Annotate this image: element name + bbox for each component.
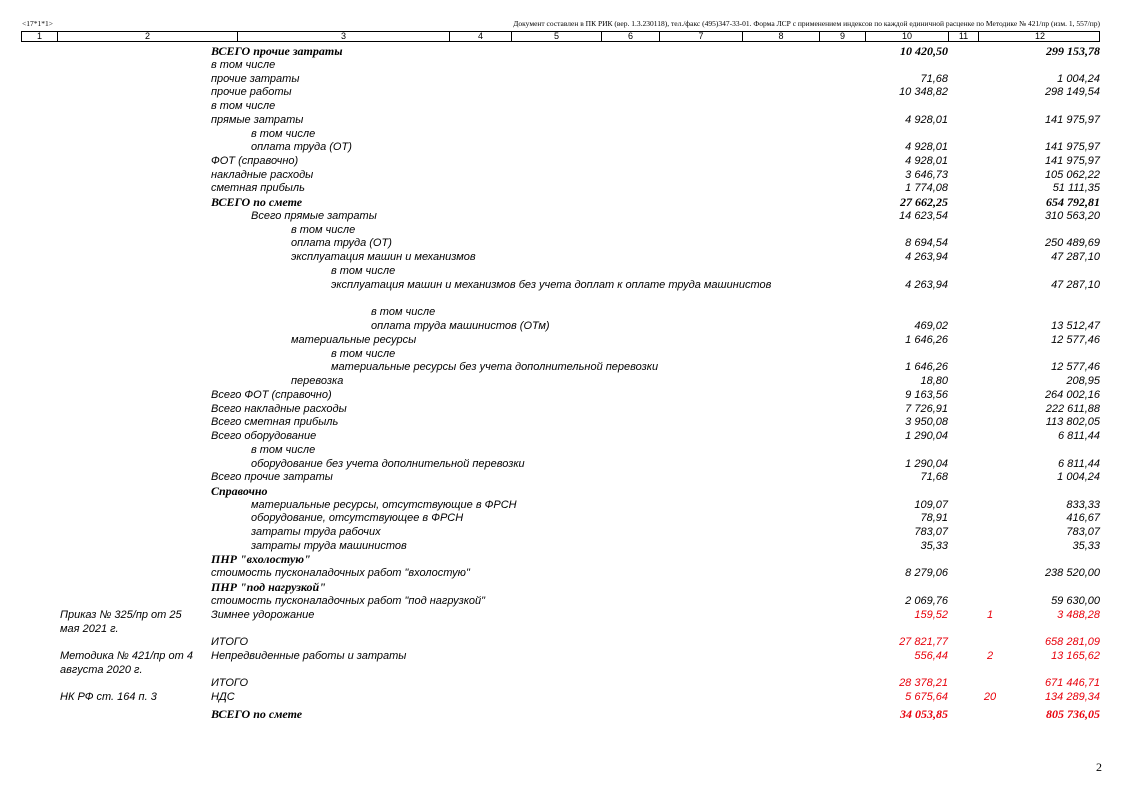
base-price-cell: 1 646,26 xyxy=(905,334,948,346)
description-cell: в том числе xyxy=(251,128,316,140)
table-row xyxy=(0,235,1122,249)
current-price-cell: 3 488,28 xyxy=(1057,609,1100,621)
table-row xyxy=(0,456,1122,470)
description-cell: Всего накладные расходы xyxy=(211,403,347,415)
table-row xyxy=(0,180,1122,194)
current-price-cell: 12 577,46 xyxy=(1051,334,1100,346)
description-cell: в том числе xyxy=(371,306,436,318)
current-price-cell: 6 811,44 xyxy=(1057,458,1100,470)
description-cell: перевозка xyxy=(291,375,344,387)
description-cell: Непредвиденные работы и затраты xyxy=(211,650,407,662)
table-row xyxy=(0,538,1122,552)
base-price-cell: 9 163,56 xyxy=(905,389,948,401)
base-price-cell: 5 675,64 xyxy=(905,691,948,703)
table-row xyxy=(0,524,1122,538)
column-number-2: 2 xyxy=(58,32,238,41)
description-cell: оплата труда (ОТ) xyxy=(251,141,352,153)
base-price-cell: 34 053,85 xyxy=(900,707,948,721)
base-price-cell: 35,33 xyxy=(920,540,948,552)
rate-cell: 2 xyxy=(986,650,994,662)
base-price-cell: 78,91 xyxy=(920,512,948,524)
base-price-cell: 4 263,94 xyxy=(905,251,948,263)
base-price-cell: 27 662,25 xyxy=(900,195,948,209)
rate-cell: 1 xyxy=(986,609,994,621)
description-cell: оборудование, отсутствующее в ФРСН xyxy=(251,512,464,524)
description-cell: Всего сметная прибыль xyxy=(211,416,339,428)
page-number: 2 xyxy=(1096,760,1102,774)
description-cell: оплата труда машинистов (ОТм) xyxy=(371,320,550,332)
justification-cell: Приказ № 325/пр от 25 мая 2021 г. xyxy=(60,609,182,635)
description-cell: ПНР "вхолостую" xyxy=(211,552,311,566)
current-price-cell: 141 975,97 xyxy=(1044,155,1100,167)
description-cell: ИТОГО xyxy=(211,636,249,648)
base-price-cell: 3 646,73 xyxy=(905,169,948,181)
table-row xyxy=(0,579,1122,593)
base-price-cell: 159,52 xyxy=(914,609,948,621)
table-row xyxy=(0,565,1122,579)
base-price-cell: 18,80 xyxy=(920,375,948,387)
base-price-cell: 4 928,01 xyxy=(905,155,948,167)
description-cell: ВСЕГО по смете xyxy=(211,195,303,209)
base-price-cell: 109,07 xyxy=(914,499,948,511)
column-number-7: 7 xyxy=(660,32,743,41)
base-price-cell: 2 069,76 xyxy=(905,595,948,607)
description-cell: материальные ресурсы, отсутствующие в ФРСН xyxy=(251,499,517,511)
description-cell: прочие работы xyxy=(211,86,292,98)
description-cell: ИТОГО xyxy=(211,677,249,689)
base-price-cell: 783,07 xyxy=(914,526,948,538)
description-cell: ФОТ (справочно) xyxy=(211,155,299,167)
description-cell: ВСЕГО по смете xyxy=(211,707,303,721)
base-price-cell: 71,68 xyxy=(920,73,948,85)
current-price-cell: 113 802,05 xyxy=(1045,416,1100,428)
table-row xyxy=(0,414,1122,428)
column-number-11: 11 xyxy=(949,32,979,41)
base-price-cell: 10 420,50 xyxy=(900,44,948,58)
table-row xyxy=(0,332,1122,346)
table-row xyxy=(0,318,1122,332)
current-price-cell: 310 563,20 xyxy=(1044,210,1100,222)
table-row xyxy=(0,263,1122,277)
base-price-cell: 27 821,77 xyxy=(899,636,948,648)
base-price-cell: 4 928,01 xyxy=(905,114,948,126)
table-row xyxy=(0,689,1122,703)
table-row xyxy=(0,387,1122,401)
column-number-10: 10 xyxy=(866,32,949,41)
base-price-cell: 1 290,04 xyxy=(905,458,948,470)
table-row xyxy=(0,126,1122,140)
current-price-cell: 51 111,35 xyxy=(1052,182,1100,194)
justification-cell: Методика № 421/пр от 4 августа 2020 г. xyxy=(60,650,193,676)
description-cell: эксплуатация машин и механизмов без учета доплат к оплате труда машинистов xyxy=(331,279,772,291)
description-cell: накладные расходы xyxy=(211,169,314,181)
description-cell: в том числе xyxy=(251,444,316,456)
current-price-cell: 238 520,00 xyxy=(1044,567,1100,579)
base-price-cell: 14 623,54 xyxy=(899,210,948,222)
table-row xyxy=(0,428,1122,442)
table-row xyxy=(0,706,1122,720)
current-price-cell: 671 446,71 xyxy=(1044,677,1100,689)
base-price-cell: 4 263,94 xyxy=(905,279,948,291)
table-row xyxy=(0,208,1122,222)
description-cell: ВСЕГО прочие затраты xyxy=(211,44,343,58)
current-price-cell: 47 287,10 xyxy=(1051,251,1100,263)
column-number-12: 12 xyxy=(1034,31,1045,41)
base-price-cell: 3 950,08 xyxy=(905,416,948,428)
base-price-cell: 1 290,04 xyxy=(905,430,948,442)
current-price-cell: 658 281,09 xyxy=(1044,636,1100,648)
table-row xyxy=(0,373,1122,387)
current-price-cell: 250 489,69 xyxy=(1044,237,1100,249)
base-price-cell: 71,68 xyxy=(920,471,948,483)
current-price-cell: 298 149,54 xyxy=(1044,86,1100,98)
description-cell: Справочно xyxy=(211,484,268,498)
description-cell: в том числе xyxy=(331,348,396,360)
column-number-8: 8 xyxy=(743,32,820,41)
table-row xyxy=(0,57,1122,71)
column-number-5: 5 xyxy=(512,32,602,41)
description-cell: затраты труда машинистов xyxy=(251,540,407,552)
base-price-cell: 8 279,06 xyxy=(905,567,948,579)
current-price-cell: 141 975,97 xyxy=(1044,141,1100,153)
base-price-cell: 10 348,82 xyxy=(899,86,948,98)
current-price-cell: 1 004,24 xyxy=(1057,73,1100,85)
description-cell: ПНР "под нагрузкой" xyxy=(211,580,326,594)
table-row xyxy=(0,510,1122,524)
current-price-cell: 141 975,97 xyxy=(1044,114,1100,126)
base-price-cell: 4 928,01 xyxy=(905,141,948,153)
column-number-bar xyxy=(21,31,1100,42)
table-row xyxy=(0,359,1122,373)
table-row xyxy=(0,607,1122,635)
description-cell: в том числе xyxy=(211,59,276,71)
table-row xyxy=(0,277,1122,291)
current-price-cell: 12 577,46 xyxy=(1051,361,1100,373)
justification-cell: НК РФ ст. 164 п. 3 xyxy=(60,691,157,703)
description-cell: оплата труда (ОТ) xyxy=(291,237,392,249)
description-cell: Всего прочие затраты xyxy=(211,471,333,483)
current-price-cell: 134 289,34 xyxy=(1044,691,1100,703)
table-row xyxy=(0,401,1122,415)
table-row xyxy=(0,43,1122,57)
rate-cell: 20 xyxy=(983,691,997,703)
column-number-6: 6 xyxy=(602,32,660,41)
description-cell: сметная прибыль xyxy=(211,182,305,194)
column-number-3: 3 xyxy=(238,32,450,41)
current-price-cell: 13 512,47 xyxy=(1051,320,1100,332)
base-price-cell: 556,44 xyxy=(914,650,948,662)
description-cell: оборудование без учета дополнительной перевозки xyxy=(251,458,525,470)
table-row xyxy=(0,153,1122,167)
current-price-cell: 13 165,62 xyxy=(1051,650,1100,662)
header-form-code: <17*1*1> xyxy=(22,19,53,28)
current-price-cell: 805 736,05 xyxy=(1046,707,1100,721)
description-cell: Зимнее удорожание xyxy=(211,609,315,621)
current-price-cell: 6 811,44 xyxy=(1057,430,1100,442)
description-cell: НДС xyxy=(211,691,235,703)
table-row xyxy=(0,346,1122,360)
table-row xyxy=(0,194,1122,208)
table-row xyxy=(0,551,1122,565)
description-cell: стоимость пусконаладочных работ "вхолостую" xyxy=(211,567,470,579)
description-cell: прочие затраты xyxy=(211,73,300,85)
table-row xyxy=(0,112,1122,126)
header-document-info: Документ составлен в ПК РИК (вер. 1.3.230118), тел./факс (495)347-33-01. Форма ЛСР с применением индексов по каждой единичной расценке по Методике № 421/пр (изм. 1, 557/пр) xyxy=(513,19,1100,28)
table-row xyxy=(0,648,1122,676)
current-price-cell: 208,95 xyxy=(1066,375,1100,387)
current-price-cell: 35,33 xyxy=(1072,540,1100,552)
table-row xyxy=(0,304,1122,318)
table-row xyxy=(0,167,1122,181)
current-price-cell: 59 630,00 xyxy=(1051,595,1100,607)
description-cell: затраты труда рабочих xyxy=(251,526,381,538)
base-price-cell: 1 774,08 xyxy=(905,182,948,194)
current-price-cell: 416,67 xyxy=(1066,512,1100,524)
table-row xyxy=(0,71,1122,85)
base-price-cell: 8 694,54 xyxy=(905,237,948,249)
column-number-9: 9 xyxy=(820,32,866,41)
current-price-cell: 222 611,88 xyxy=(1045,403,1100,415)
table-row xyxy=(0,222,1122,236)
description-cell: в том числе xyxy=(291,224,356,236)
description-cell: материальные ресурсы xyxy=(291,334,417,346)
current-price-cell: 1 004,24 xyxy=(1057,471,1100,483)
current-price-cell: 105 062,22 xyxy=(1044,169,1100,181)
current-price-cell: 783,07 xyxy=(1066,526,1100,538)
description-cell: прямые затраты xyxy=(211,114,304,126)
base-price-cell: 469,02 xyxy=(914,320,948,332)
table-row xyxy=(0,139,1122,153)
current-price-cell: 299 153,78 xyxy=(1046,44,1100,58)
table-row xyxy=(0,593,1122,607)
table-row xyxy=(0,497,1122,511)
description-cell: материальные ресурсы без учета дополнительной перевозки xyxy=(331,361,659,373)
current-price-cell: 47 287,10 xyxy=(1051,279,1100,291)
base-price-cell: 7 726,91 xyxy=(905,403,948,415)
base-price-cell: 28 378,21 xyxy=(899,677,948,689)
column-number-1: 1 xyxy=(22,32,58,41)
description-cell: стоимость пусконаладочных работ "под нагрузкой" xyxy=(211,595,486,607)
description-cell: в том числе xyxy=(331,265,396,277)
table-row xyxy=(0,84,1122,98)
base-price-cell: 1 646,26 xyxy=(905,361,948,373)
description-cell: в том числе xyxy=(211,100,276,112)
column-number-4: 4 xyxy=(450,32,512,41)
table-row xyxy=(0,469,1122,483)
current-price-cell: 264 002,16 xyxy=(1044,389,1100,401)
description-cell: Всего ФОТ (справочно) xyxy=(211,389,332,401)
current-price-cell: 654 792,81 xyxy=(1046,195,1100,209)
table-row xyxy=(0,98,1122,112)
description-cell: эксплуатация машин и механизмов xyxy=(291,251,476,263)
table-row xyxy=(0,249,1122,263)
table-row xyxy=(0,483,1122,497)
table-row xyxy=(0,675,1122,689)
current-price-cell: 833,33 xyxy=(1066,499,1100,511)
description-cell: Всего прямые затраты xyxy=(251,210,377,222)
table-row xyxy=(0,634,1122,648)
description-cell: Всего оборудование xyxy=(211,430,317,442)
table-row xyxy=(0,442,1122,456)
